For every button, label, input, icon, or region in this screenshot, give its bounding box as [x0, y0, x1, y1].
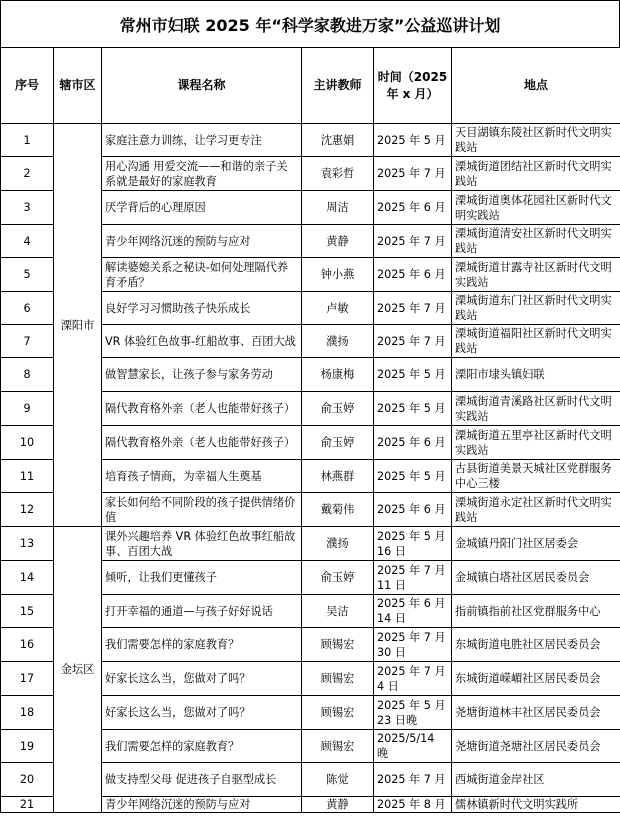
course-name: 我们需要怎样的家庭教育？	[102, 628, 302, 662]
course-name: 用心沟通 用爱交流——和谐的亲子关系就是最好的家庭教育	[102, 157, 302, 191]
teacher-name: 顾锡宏	[302, 628, 374, 662]
header-place: 地点	[452, 48, 620, 124]
course-place: 溧城街道福阳社区新时代文明实践站	[452, 325, 620, 358]
row-number: 11	[1, 460, 54, 493]
row-number: 14	[1, 561, 54, 595]
teacher-name: 钟小燕	[302, 258, 374, 292]
teacher-name: 顾锡宏	[302, 730, 374, 763]
row-number: 15	[1, 595, 54, 628]
teacher-name: 戴菊伟	[302, 493, 374, 527]
table-row	[1, 124, 620, 157]
course-place: 溧城街道清安社区新时代文明实践站	[452, 225, 620, 258]
course-place: 溧城街道奥体花园社区新时代文明实践站	[452, 191, 620, 225]
course-place: 尧塘街道尧塘社区居民委员会	[452, 730, 620, 763]
district-cell: 溧阳市	[54, 124, 102, 527]
course-name: 我们需要怎样的家庭教育？	[102, 730, 302, 763]
table-body	[1, 124, 620, 813]
teacher-name: 吴洁	[302, 595, 374, 628]
row-number: 8	[1, 358, 54, 392]
course-place: 溧城街道五里亭社区新时代文明实践站	[452, 426, 620, 460]
course-time: 2025 年 7 月 4 日	[374, 662, 452, 696]
course-time: 2025 年 5 月 23 日晚	[374, 696, 452, 730]
teacher-name: 袁彩哲	[302, 157, 374, 191]
teacher-name: 俞玉婷	[302, 561, 374, 595]
row-number: 21	[1, 797, 54, 813]
district-cell: 金坛区	[54, 527, 102, 813]
teacher-name: 俞玉婷	[302, 426, 374, 460]
teacher-name: 黄静	[302, 797, 374, 813]
course-time: 2025 年 5 月	[374, 460, 452, 493]
row-number: 3	[1, 191, 54, 225]
course-name: 打开幸福的通道—与孩子好好说话	[102, 595, 302, 628]
course-place: 金城镇白塔社区居民委员会	[452, 561, 620, 595]
course-time: 2025 年 7 月	[374, 763, 452, 797]
course-name: 青少年网络沉迷的预防与应对	[102, 225, 302, 258]
teacher-name: 杨康梅	[302, 358, 374, 392]
document-title: 常州市妇联 2025 年“科学家教进万家”公益巡讲计划	[0, 0, 620, 48]
teacher-name: 顾锡宏	[302, 662, 374, 696]
header-time: 时间（2025 年 x 月）	[374, 48, 452, 124]
course-name: 培育孩子情商，为幸福人生奠基	[102, 460, 302, 493]
course-place: 天目湖镇东陵社区新时代文明实践站	[452, 124, 620, 157]
course-time: 2025 年 6 月	[374, 258, 452, 292]
header-district: 辖市区	[54, 48, 102, 124]
course-place: 古县街道美景天城社区党群服务中心三楼	[452, 460, 620, 493]
row-number: 13	[1, 527, 54, 561]
course-time: 2025 年 7 月	[374, 292, 452, 325]
course-place: 西城街道金岸社区	[452, 763, 620, 797]
row-number: 6	[1, 292, 54, 325]
teacher-name: 濮扬	[302, 527, 374, 561]
teacher-name: 顾锡宏	[302, 696, 374, 730]
row-number: 16	[1, 628, 54, 662]
course-name: 家长如何给不同阶段的孩子提供情绪价值	[102, 493, 302, 527]
course-time: 2025 年 5 月	[374, 358, 452, 392]
header-course: 课程名称	[102, 48, 302, 124]
row-number: 10	[1, 426, 54, 460]
course-time: 2025 年 8 月	[374, 797, 452, 813]
table-header-row	[1, 48, 620, 124]
course-time: 2025/5/14 晚	[374, 730, 452, 763]
row-number: 7	[1, 325, 54, 358]
row-number: 17	[1, 662, 54, 696]
course-name: 好家长这么当，您做对了吗？	[102, 662, 302, 696]
course-time: 2025 年 6 月 14 日	[374, 595, 452, 628]
row-number: 4	[1, 225, 54, 258]
header-no: 序号	[1, 48, 54, 124]
table-row	[1, 527, 620, 561]
header-teacher: 主讲教师	[302, 48, 374, 124]
course-place: 指前镇指前社区党群服务中心	[452, 595, 620, 628]
teacher-name: 周洁	[302, 191, 374, 225]
course-place: 溧城街道团结社区新时代文明实践站	[452, 157, 620, 191]
row-number: 18	[1, 696, 54, 730]
course-time: 2025 年 5 月	[374, 124, 452, 157]
course-place: 尧塘街道林丰社区居民委员会	[452, 696, 620, 730]
course-time: 2025 年 5 月	[374, 392, 452, 426]
course-time: 2025 年 7 月	[374, 225, 452, 258]
course-name: 隔代教育格外亲（老人也能带好孩子）	[102, 426, 302, 460]
course-name: 家庭注意力训练，让学习更专注	[102, 124, 302, 157]
teacher-name: 俞玉婷	[302, 392, 374, 426]
teacher-name: 沈惠娟	[302, 124, 374, 157]
course-place: 溧阳市埭头镇妇联	[452, 358, 620, 392]
course-time: 2025 年 5 月 16 日	[374, 527, 452, 561]
teacher-name: 陈觉	[302, 763, 374, 797]
course-place: 溧城街道东门社区新时代文明实践站	[452, 292, 620, 325]
course-time: 2025 年 7 月 11 日	[374, 561, 452, 595]
course-time: 2025 年 6 月	[374, 426, 452, 460]
row-number: 5	[1, 258, 54, 292]
course-time: 2025 年 7 月	[374, 325, 452, 358]
teacher-name: 林燕群	[302, 460, 374, 493]
course-name: 做支持型父母 促进孩子自驱型成长	[102, 763, 302, 797]
course-time: 2025 年 7 月	[374, 157, 452, 191]
course-time: 2025 年 7 月 30 日	[374, 628, 452, 662]
row-number: 1	[1, 124, 54, 157]
row-number: 19	[1, 730, 54, 763]
course-time: 2025 年 6 月	[374, 191, 452, 225]
row-number: 12	[1, 493, 54, 527]
course-name: 解读婆媳关系之秘诀-如何处理隔代养育矛盾？	[102, 258, 302, 292]
course-place: 金城镇丹阳门社区居委会	[452, 527, 620, 561]
course-place: 溧城街道甘露寺社区新时代文明实践站	[452, 258, 620, 292]
row-number: 2	[1, 157, 54, 191]
course-place: 溧城街道青溪路社区新时代文明实践站	[452, 392, 620, 426]
course-name: 青少年网络沉迷的预防与应对	[102, 797, 302, 813]
course-name: 课外兴趣培养 VR 体验红色故事红船故事、百团大战	[102, 527, 302, 561]
teacher-name: 濮扬	[302, 325, 374, 358]
course-name: 倾听，让我们更懂孩子	[102, 561, 302, 595]
course-name: 隔代教育格外亲（老人也能带好孩子）	[102, 392, 302, 426]
row-number: 20	[1, 763, 54, 797]
course-name: 良好学习习惯助孩子快乐成长	[102, 292, 302, 325]
course-place: 东城街道电胜社区居民委员会	[452, 628, 620, 662]
course-time: 2025 年 6 月	[374, 493, 452, 527]
teacher-name: 黄静	[302, 225, 374, 258]
teacher-name: 卢敏	[302, 292, 374, 325]
course-name: 好家长这么当，您做对了吗？	[102, 696, 302, 730]
row-number: 9	[1, 392, 54, 426]
course-name: 厌学背后的心理原因	[102, 191, 302, 225]
course-place: 儒林镇新时代文明实践所	[452, 797, 620, 813]
schedule-table	[0, 47, 620, 813]
course-name: 做智慧家长，让孩子参与家务劳动	[102, 358, 302, 392]
course-place: 东城街道嵘嵋社区居民委员会	[452, 662, 620, 696]
course-place: 溧城街道永定社区新时代文明实践站	[452, 493, 620, 527]
course-name: VR 体验红色故事-红船故事、百团大战	[102, 325, 302, 358]
